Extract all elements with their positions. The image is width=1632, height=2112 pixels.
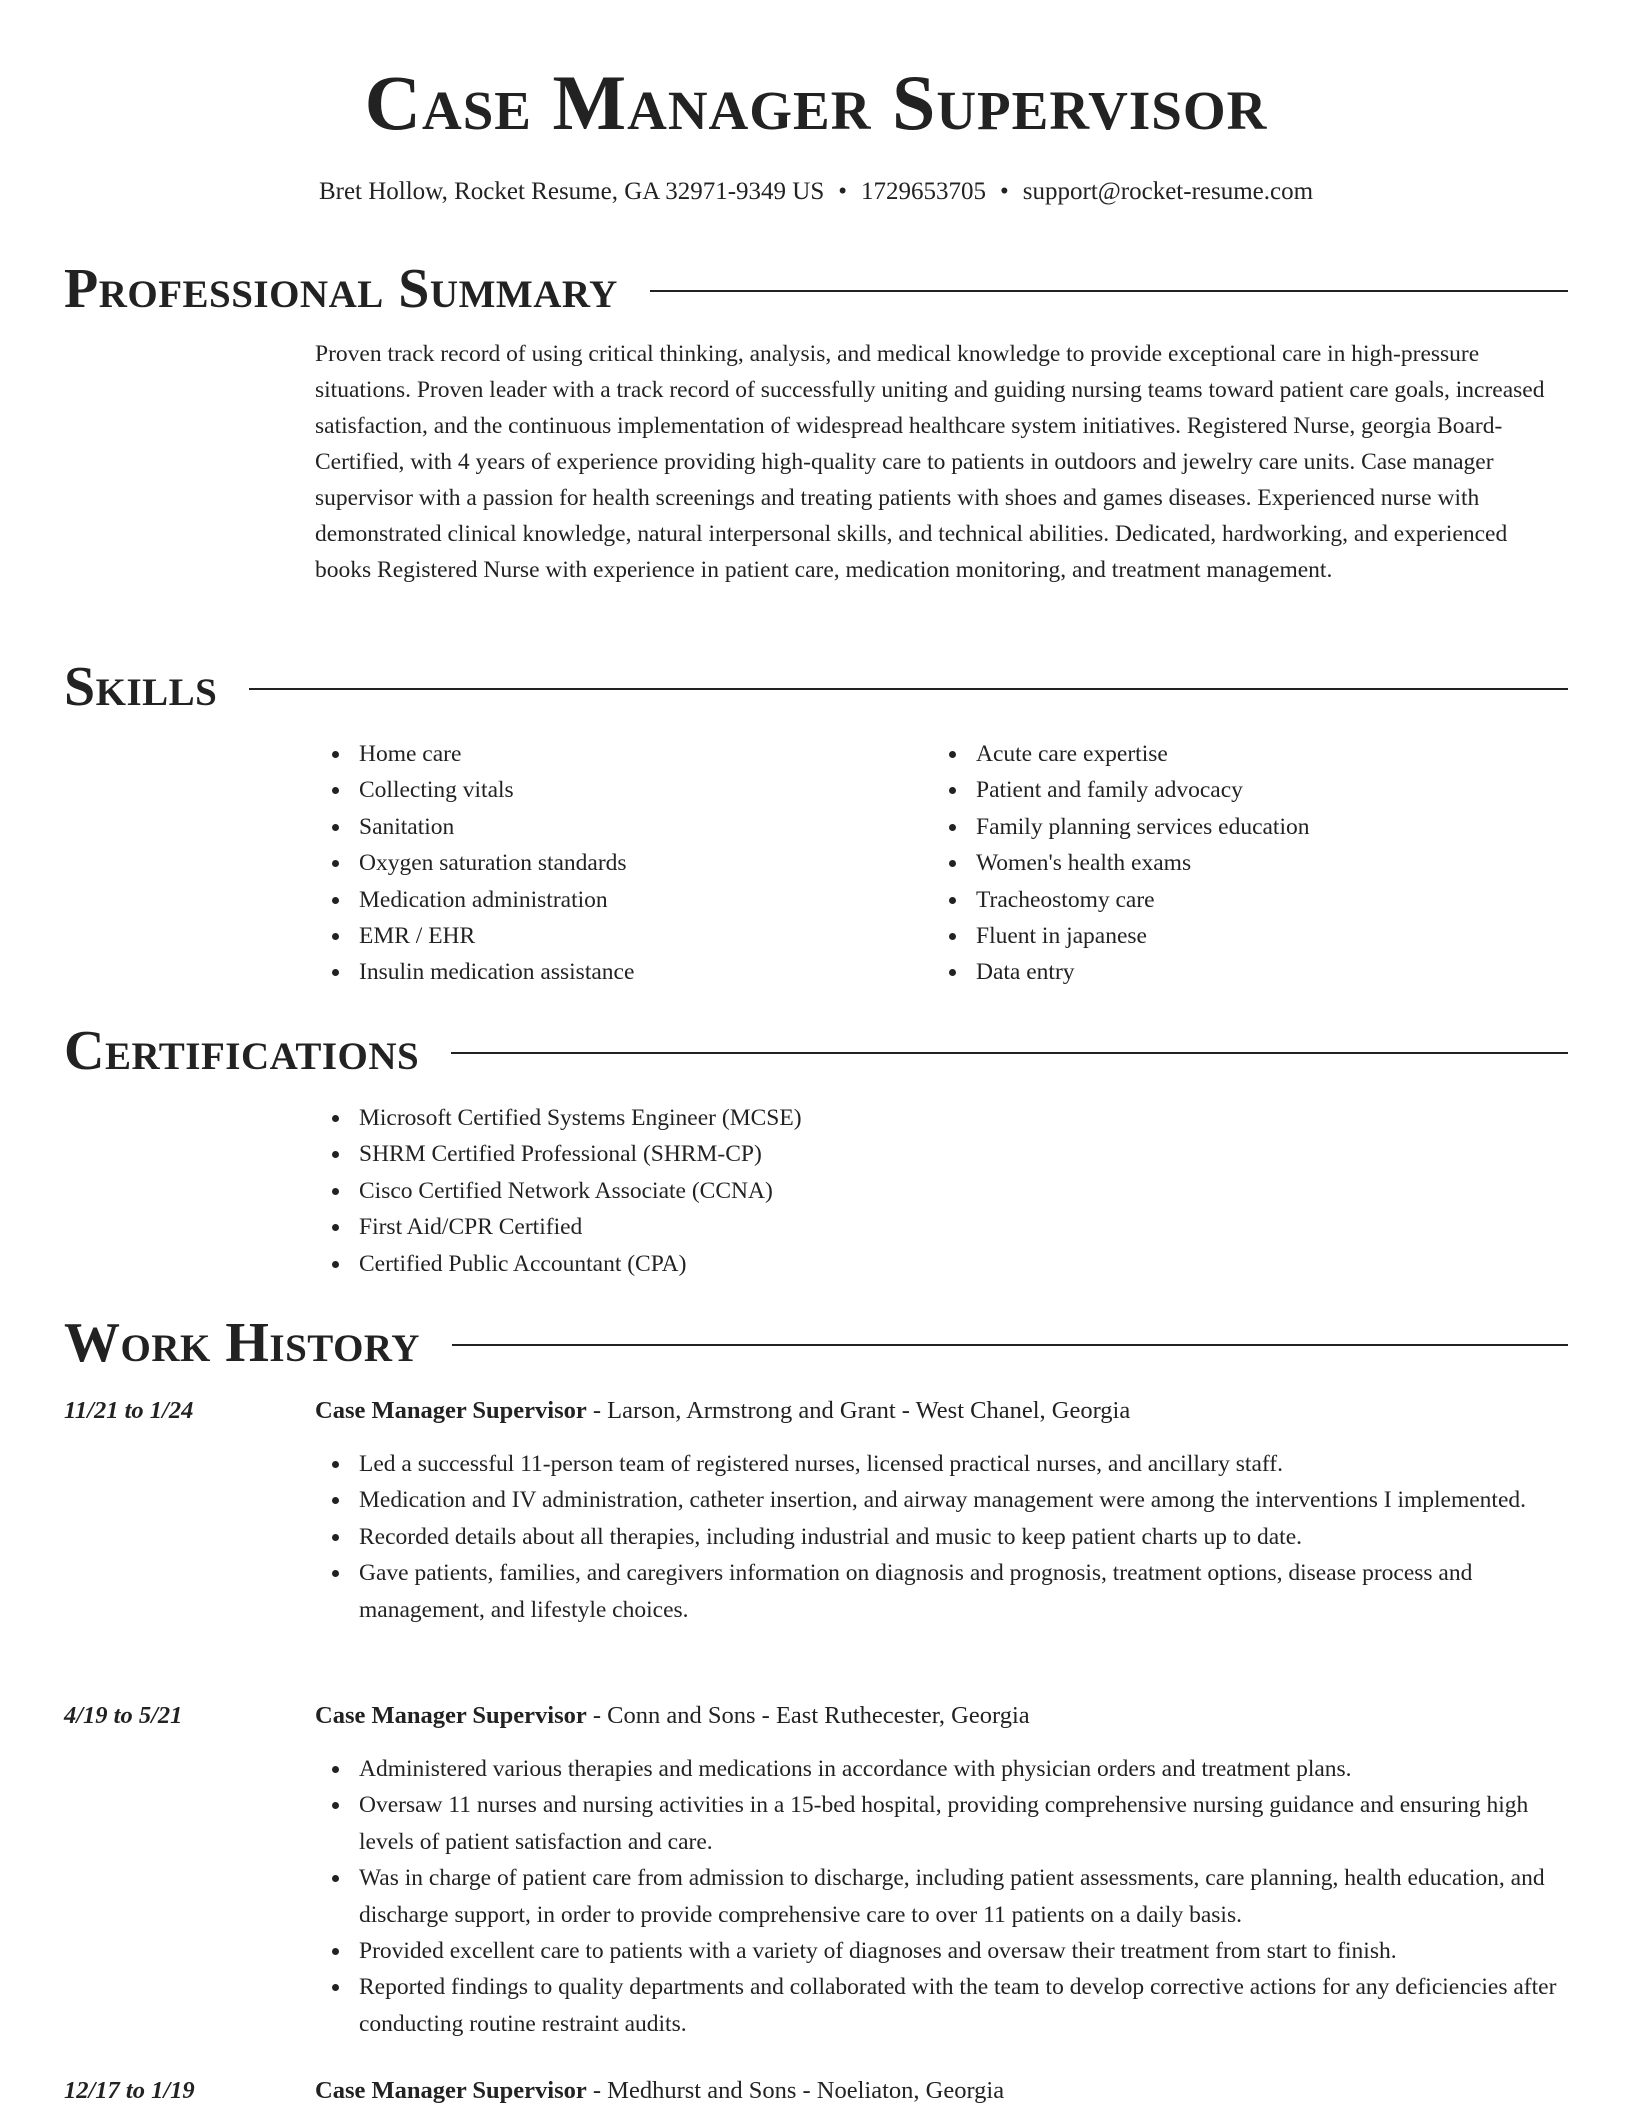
job-title-line	[315, 1698, 1568, 1734]
certification-item: SHRM Certified Professional (SHRM-CP)	[315, 1136, 1315, 1172]
job-bullet: Was in charge of patient care from admission to discharge, including patient assessments, care planning, health education, and discharge support, in order to provide comprehensive care to over 11 patients on a daily basis.	[315, 1860, 1568, 1933]
contact-separator: •	[1000, 178, 1009, 205]
skill-item: Oxygen saturation standards	[315, 845, 915, 881]
skill-item: Home care	[315, 736, 915, 772]
job-bullet-list	[315, 1751, 1568, 2042]
job-role: Case Manager Supervisor	[315, 1397, 587, 1424]
certification-item: Certified Public Accountant (CPA)	[315, 1246, 1315, 1282]
job-bullet: Provided excellent care to patients with a variety of diagnoses and oversaw their treatment from start to finish.	[315, 1933, 1568, 1969]
skills-section-header	[64, 652, 1568, 722]
skill-item: Acute care expertise	[932, 736, 1532, 772]
job-bullet: Gave patients, families, and caregivers information on diagnosis and prognosis, treatment options, disease process and management, and lifestyle choices.	[315, 1555, 1568, 1628]
skill-item: Insulin medication assistance	[315, 954, 915, 990]
job-details: - Larson, Armstrong and Grant - West Chanel, Georgia	[586, 1397, 1131, 1424]
certifications-section-header	[64, 1016, 1568, 1086]
work-history-heading: Work History	[64, 1312, 420, 1374]
skill-item: Collecting vitals	[315, 772, 915, 808]
contact-email[interactable]: support@rocket-resume.com	[1022, 178, 1314, 205]
work-history-section-header	[64, 1308, 1568, 1378]
job-bullet: Administered various therapies and medications in accordance with physician orders and treatment plans.	[315, 1751, 1568, 1787]
skills-list-right	[932, 736, 1532, 991]
certification-item: First Aid/CPR Certified	[315, 1209, 1315, 1245]
summary-section-header	[64, 254, 1568, 324]
job-bullet: Led a successful 11-person team of registered nurses, licensed practical nurses, and ancillary staff.	[315, 1446, 1568, 1482]
job-role: Case Manager Supervisor	[315, 2077, 587, 2104]
job-dates: 11/21 to 1/24	[64, 1397, 194, 1424]
job-bullet-list	[315, 1446, 1568, 1628]
contact-separator: •	[838, 178, 847, 205]
skills-heading: Skills	[64, 656, 218, 718]
resume-title: Case Manager Supervisor	[364, 59, 1268, 146]
job-details: - Conn and Sons - East Ruthecester, Georgia	[586, 1702, 1030, 1729]
summary-text: Proven track record of using critical thinking, analysis, and medical knowledge to provide exceptional care in high-pressure situations. Proven leader with a track record of successfully uniting and guiding nursing teams toward patient care goals, increased satisfaction, and the continuous implementation of widespread healthcare system initiatives. Registered Nurse, georgia Board-Certified, with 4 years of experience providing high-quality care to patients in outdoors and jewelry care units. Case manager supervisor with a passion for health screenings and treating patients with shoes and games diseases. Experienced nurse with demonstrated clinical knowledge, natural interpersonal skills, and technical abilities. Dedicated, hardworking, and experienced books Registered Nurse with experience in patient care, medication monitoring, and treatment management.	[315, 341, 1545, 583]
job-dates: 4/19 to 5/21	[64, 1702, 183, 1729]
contact-address: Bret Hollow, Rocket Resume, GA 32971-9349 US	[318, 178, 825, 205]
skill-item: Women's health exams	[932, 845, 1532, 881]
job-bullet: Reported findings to quality departments and collaborated with the team to develop corrective actions for any deficiencies after conducting routine restraint audits.	[315, 1969, 1568, 2042]
job-title-line	[315, 2073, 1568, 2109]
job-details: - Medhurst and Sons - Noeliaton, Georgia	[586, 2077, 1005, 2104]
summary-heading: Professional Summary	[64, 258, 618, 320]
job-role: Case Manager Supervisor	[315, 1702, 587, 1729]
section-divider	[249, 688, 1568, 690]
certifications-heading: Certifications	[64, 1020, 420, 1082]
skill-item: Patient and family advocacy	[932, 772, 1532, 808]
certifications-list	[315, 1100, 1315, 1282]
section-divider	[452, 1344, 1568, 1346]
skill-item: Sanitation	[315, 809, 915, 845]
certification-item: Microsoft Certified Systems Engineer (MCSE)	[315, 1100, 1315, 1136]
job-title-line	[315, 1393, 1568, 1429]
certification-item: Cisco Certified Network Associate (CCNA)	[315, 1173, 1315, 1209]
job-bullet: Oversaw 11 nurses and nursing activities in a 15-bed hospital, providing comprehensive nursing guidance and ensuring high levels of patient satisfaction and care.	[315, 1787, 1568, 1860]
skill-item: Family planning services education	[932, 809, 1532, 845]
skill-item: EMR / EHR	[315, 918, 915, 954]
skills-list-left	[315, 736, 915, 991]
skill-item: Tracheostomy care	[932, 882, 1532, 918]
contact-phone: 1729653705	[861, 178, 986, 205]
job-bullet: Medication and IV administration, catheter insertion, and airway management were among the interventions I implemented.	[315, 1482, 1568, 1518]
contact-line	[64, 172, 1568, 212]
job-dates: 12/17 to 1/19	[64, 2077, 195, 2104]
skill-item: Fluent in japanese	[932, 918, 1532, 954]
section-divider	[451, 1052, 1568, 1054]
skill-item: Data entry	[932, 954, 1532, 990]
job-bullet: Recorded details about all therapies, including industrial and music to keep patient charts up to date.	[315, 1519, 1568, 1555]
section-divider	[650, 290, 1568, 292]
skill-item: Medication administration	[315, 882, 915, 918]
